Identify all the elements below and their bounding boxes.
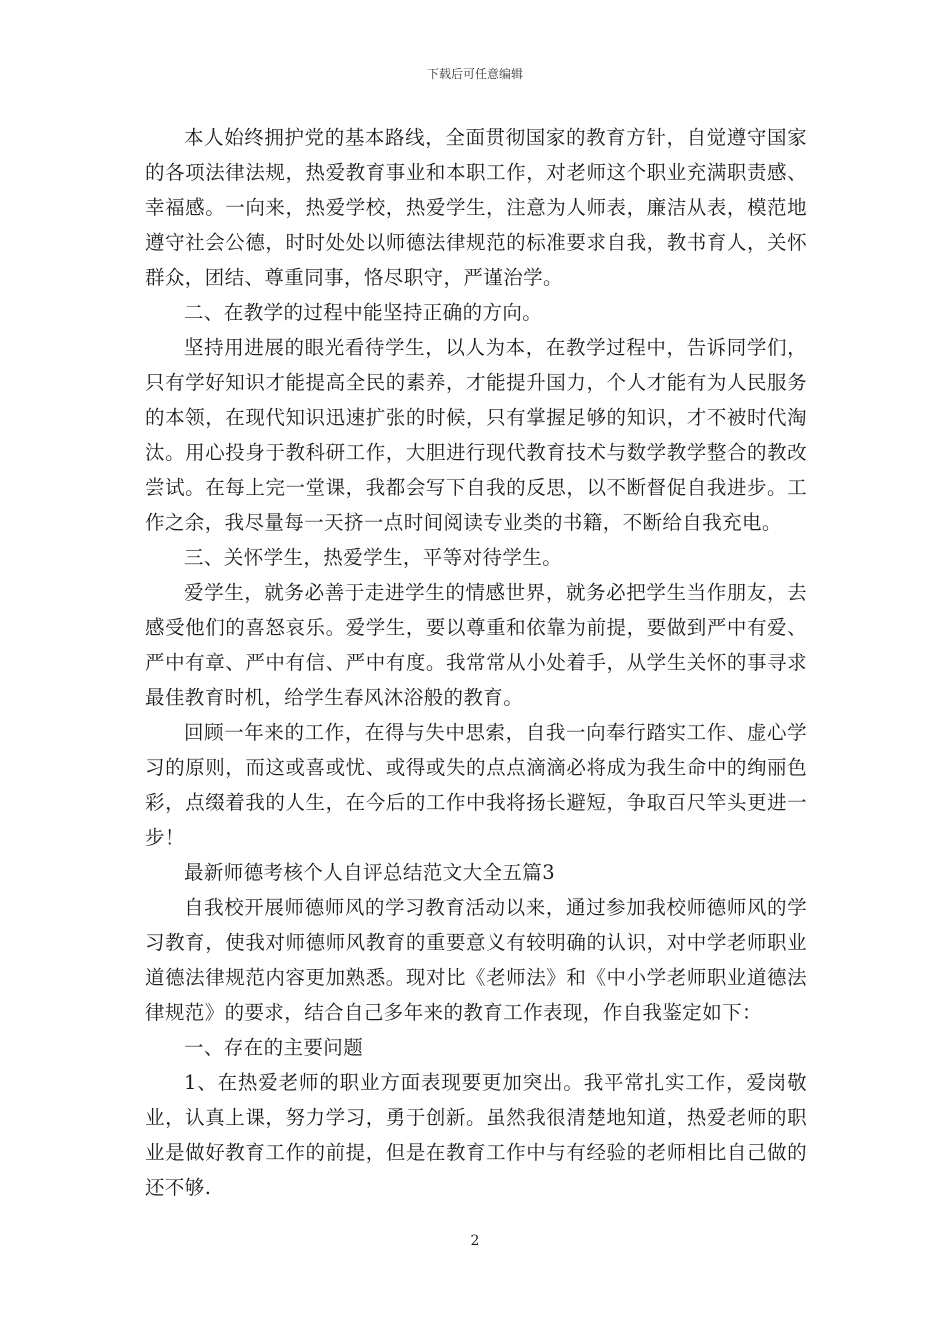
- document-body: [145, 120, 807, 1205]
- paragraph-8: 自我校开展师德师风的学习教育活动以来，通过参加我校师德师风的学习教育，使我对师德师风教育的重要意义有较明确的认识，对中学老师职业道德法律规范内容更加熟悉。现对比《老师法》和《中小学老师职业道德法律规范》的要求，结合自己多年来的教育工作表现，作自我鉴定如下：: [145, 896, 807, 1024]
- page-number: 2: [470, 1233, 480, 1249]
- section-heading-2: 二、在教学的过程中能坚持正确的方向。: [184, 301, 543, 324]
- paragraph-10: 1、在热爱老师的职业方面表现要更加突出。我平常扎实工作，爱岗敬业，认真上课，努力学习，勇于创新。虽然我很清楚地知道，热爱老师的职业是做好教育工作的前提，但是在教育工作中与有经验的老师相比自己做的还不够.: [145, 1071, 807, 1199]
- paragraph-6: 回顾一年来的工作，在得与失中思索，自我一向奉行踏实工作、虚心学习的原则，而这或喜或忧、或得或失的点点滴滴必将成为我生命中的绚丽色彩，点缀着我的人生，在今后的工作中我将扬长避短，争取百尺竿头更进一步！: [145, 721, 807, 849]
- paragraph-5: 爱学生，就务必善于走进学生的情感世界，就务必把学生当作朋友，去感受他们的喜怒哀乐。爱学生，要以尊重和依靠为前提，要做到严中有爱、严中有章、严中有信、严中有度。我常常从小处着手，从学生关怀的事寻求最佳教育时机，给学生春风沐浴般的教育。: [145, 581, 807, 709]
- article-title: 最新师德考核个人自评总结范文大全五篇3: [184, 861, 556, 884]
- section-heading-1: 一、存在的主要问题: [184, 1036, 364, 1059]
- download-note: 下载后可任意编辑: [426, 67, 523, 81]
- paragraph-1: 本人始终拥护党的基本路线，全面贯彻国家的教育方针，自觉遵守国家的各项法律法规，热爱教育事业和本职工作，对老师这个职业充满职责感、幸福感。一向来，热爱学校，热爱学生，注意为人师表，廉洁从表，模范地遵守社会公德，时时处处以师德法律规范的标准要求自我，教书育人，关怀群众，团结、尊重同事，恪尽职守，严谨治学。: [145, 126, 807, 289]
- section-heading-3: 三、关怀学生，热爱学生，平等对待学生。: [184, 546, 563, 569]
- paragraph-3: 坚持用进展的眼光看待学生，以人为本，在教学过程中，告诉同学们，只有学好知识才能提高全民的素养，才能提升国力，个人才能有为人民服务的本领，在现代知识迅速扩张的时候，只有掌握足够的知识，才不被时代淘汰。用心投身于教科研工作，大胆进行现代教育技术与数学教学整合的教改尝试。在每上完一堂课，我都会写下自我的反思，以不断督促自我进步。工作之余，我尽量每一天挤一点时间阅读专业类的书籍，不断给自我充电。: [145, 336, 807, 534]
